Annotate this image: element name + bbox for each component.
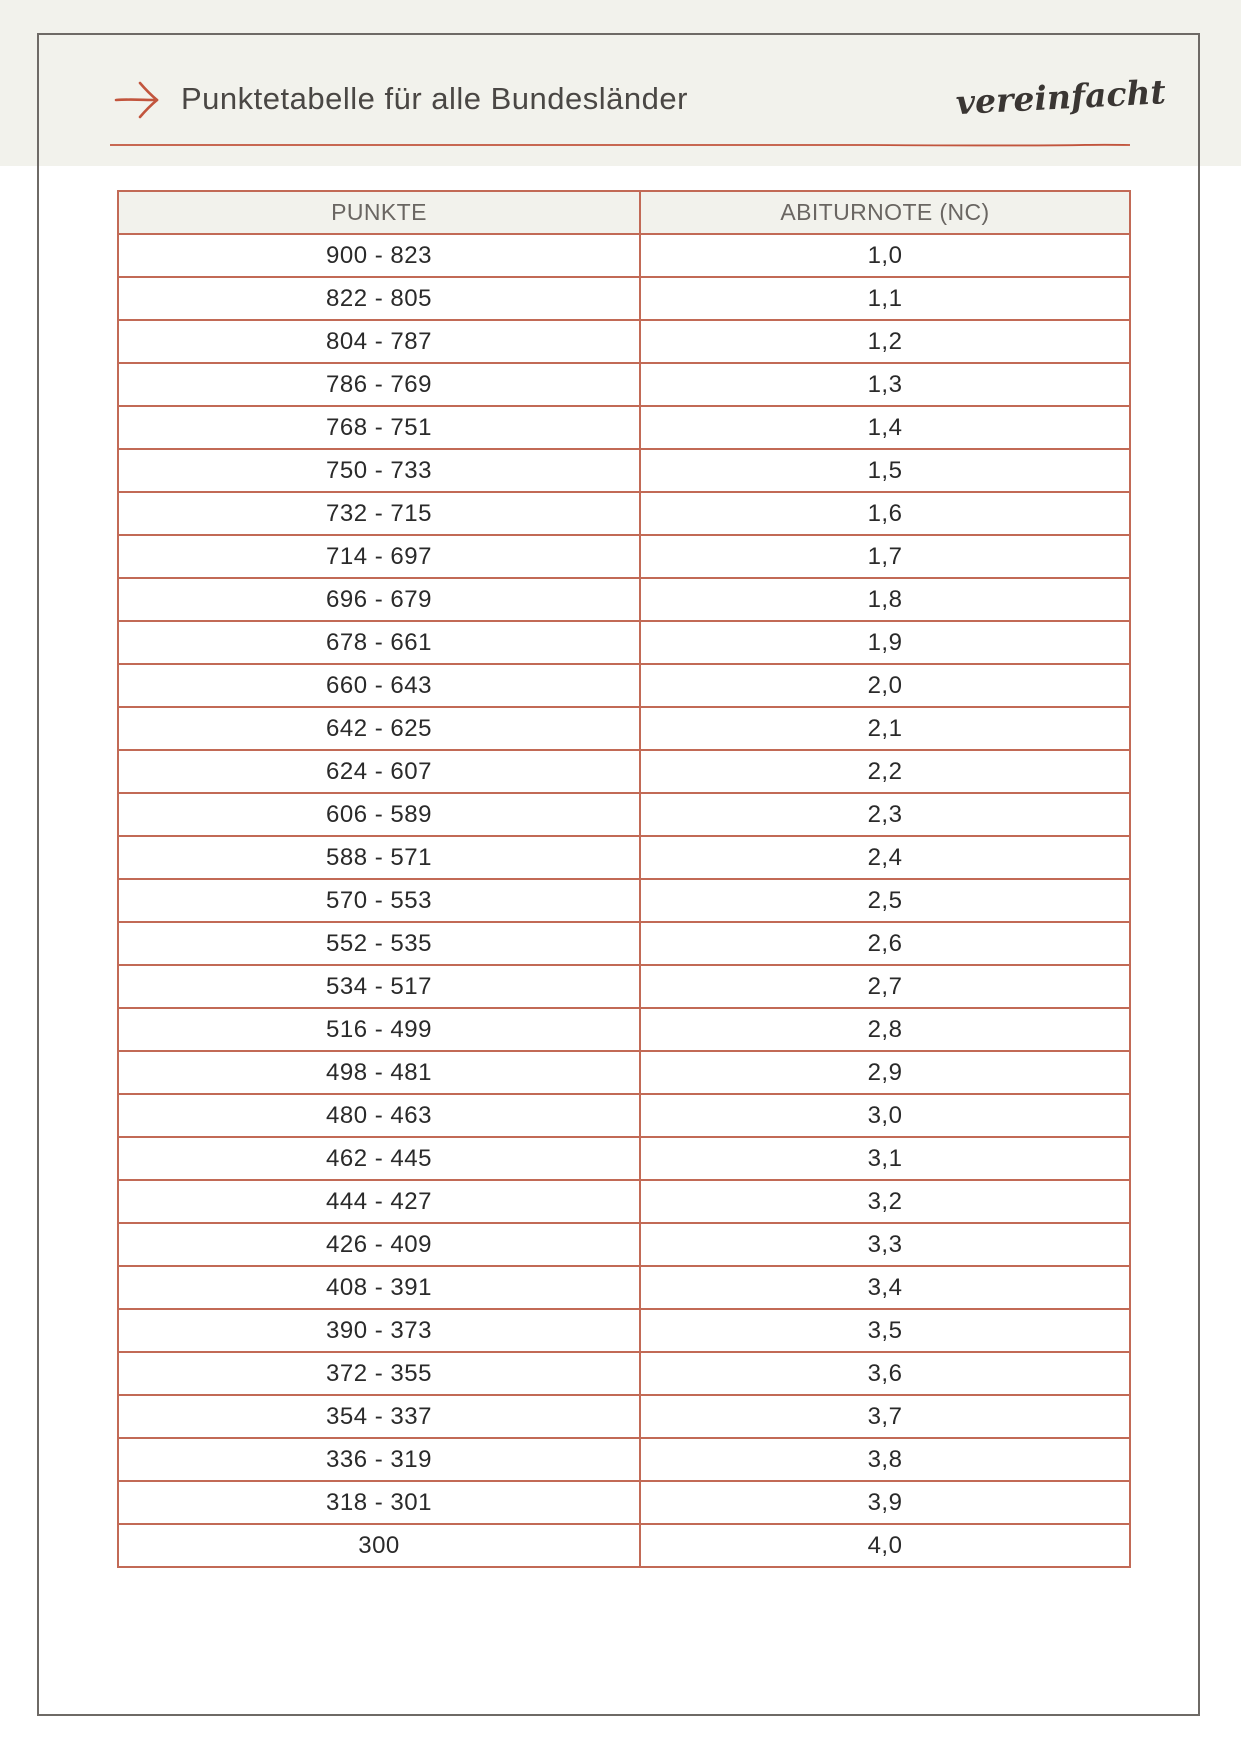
table-body xyxy=(118,234,1130,1567)
table-row xyxy=(118,363,1130,406)
grade-cell: 2,1 xyxy=(640,707,1130,750)
points-table xyxy=(117,190,1131,1568)
grade-cell: 1,5 xyxy=(640,449,1130,492)
table-row xyxy=(118,1352,1130,1395)
grade-cell: 3,5 xyxy=(640,1309,1130,1352)
points-cell: 588 - 571 xyxy=(118,836,640,879)
title-underline xyxy=(110,142,1130,148)
table-row xyxy=(118,1137,1130,1180)
points-cell: 714 - 697 xyxy=(118,535,640,578)
grade-cell: 2,4 xyxy=(640,836,1130,879)
grade-cell: 2,6 xyxy=(640,922,1130,965)
points-cell: 552 - 535 xyxy=(118,922,640,965)
points-cell: 750 - 733 xyxy=(118,449,640,492)
table-row xyxy=(118,492,1130,535)
points-cell: 480 - 463 xyxy=(118,1094,640,1137)
grade-cell: 1,1 xyxy=(640,277,1130,320)
points-cell: 642 - 625 xyxy=(118,707,640,750)
header-punkte: PUNKTE xyxy=(118,191,640,234)
grade-cell: 1,2 xyxy=(640,320,1130,363)
points-cell: 768 - 751 xyxy=(118,406,640,449)
grade-cell: 1,0 xyxy=(640,234,1130,277)
points-cell: 660 - 643 xyxy=(118,664,640,707)
grade-cell: 3,0 xyxy=(640,1094,1130,1137)
points-cell: 606 - 589 xyxy=(118,793,640,836)
table-header-row xyxy=(118,191,1130,234)
table-row xyxy=(118,1008,1130,1051)
grade-cell: 1,4 xyxy=(640,406,1130,449)
table-row xyxy=(118,965,1130,1008)
arrow-right-icon xyxy=(113,78,161,122)
table-row xyxy=(118,879,1130,922)
table-row xyxy=(118,750,1130,793)
table-row xyxy=(118,1180,1130,1223)
table-row xyxy=(118,664,1130,707)
table-row xyxy=(118,1438,1130,1481)
points-cell: 408 - 391 xyxy=(118,1266,640,1309)
points-cell: 822 - 805 xyxy=(118,277,640,320)
points-cell: 444 - 427 xyxy=(118,1180,640,1223)
table-row xyxy=(118,707,1130,750)
points-cell: 426 - 409 xyxy=(118,1223,640,1266)
grade-cell: 1,8 xyxy=(640,578,1130,621)
points-cell: 462 - 445 xyxy=(118,1137,640,1180)
grade-cell: 4,0 xyxy=(640,1524,1130,1567)
table-row xyxy=(118,836,1130,879)
points-cell: 300 xyxy=(118,1524,640,1567)
points-cell: 534 - 517 xyxy=(118,965,640,1008)
table-row xyxy=(118,1395,1130,1438)
table-row xyxy=(118,922,1130,965)
points-cell: 516 - 499 xyxy=(118,1008,640,1051)
table-row xyxy=(118,793,1130,836)
table-row xyxy=(118,621,1130,664)
points-cell: 732 - 715 xyxy=(118,492,640,535)
grade-cell: 2,7 xyxy=(640,965,1130,1008)
points-cell: 624 - 607 xyxy=(118,750,640,793)
table-row xyxy=(118,1524,1130,1567)
points-cell: 372 - 355 xyxy=(118,1352,640,1395)
grade-cell: 3,9 xyxy=(640,1481,1130,1524)
brand-logo-text: vereinfacht xyxy=(954,72,1167,123)
table-row xyxy=(118,406,1130,449)
table-row xyxy=(118,1051,1130,1094)
grade-cell: 3,6 xyxy=(640,1352,1130,1395)
table-row xyxy=(118,449,1130,492)
grade-cell: 1,3 xyxy=(640,363,1130,406)
grade-cell: 1,7 xyxy=(640,535,1130,578)
grade-cell: 3,1 xyxy=(640,1137,1130,1180)
grade-cell: 3,2 xyxy=(640,1180,1130,1223)
grade-cell: 3,4 xyxy=(640,1266,1130,1309)
table-row xyxy=(118,535,1130,578)
grade-cell: 2,5 xyxy=(640,879,1130,922)
grade-cell: 1,6 xyxy=(640,492,1130,535)
table-row xyxy=(118,234,1130,277)
points-cell: 318 - 301 xyxy=(118,1481,640,1524)
grade-cell: 2,0 xyxy=(640,664,1130,707)
points-cell: 804 - 787 xyxy=(118,320,640,363)
grade-cell: 2,3 xyxy=(640,793,1130,836)
brand-logo xyxy=(950,72,1167,130)
table-row xyxy=(118,320,1130,363)
points-table-wrapper xyxy=(117,190,1129,1568)
points-cell: 498 - 481 xyxy=(118,1051,640,1094)
grade-cell: 2,9 xyxy=(640,1051,1130,1094)
points-cell: 678 - 661 xyxy=(118,621,640,664)
header-abiturnote: ABITURNOTE (NC) xyxy=(640,191,1130,234)
grade-cell: 2,2 xyxy=(640,750,1130,793)
points-cell: 354 - 337 xyxy=(118,1395,640,1438)
points-cell: 570 - 553 xyxy=(118,879,640,922)
table-row xyxy=(118,1481,1130,1524)
points-cell: 696 - 679 xyxy=(118,578,640,621)
grade-cell: 3,7 xyxy=(640,1395,1130,1438)
table-row xyxy=(118,1223,1130,1266)
table-row xyxy=(118,578,1130,621)
grade-cell: 3,8 xyxy=(640,1438,1130,1481)
points-cell: 786 - 769 xyxy=(118,363,640,406)
grade-cell: 3,3 xyxy=(640,1223,1130,1266)
grade-cell: 2,8 xyxy=(640,1008,1130,1051)
grade-cell: 1,9 xyxy=(640,621,1130,664)
table-row xyxy=(118,1309,1130,1352)
points-cell: 336 - 319 xyxy=(118,1438,640,1481)
table-row xyxy=(118,277,1130,320)
page-title: Punktetabelle für alle Bundesländer xyxy=(181,81,688,116)
points-cell: 390 - 373 xyxy=(118,1309,640,1352)
table-row xyxy=(118,1094,1130,1137)
points-cell: 900 - 823 xyxy=(118,234,640,277)
table-row xyxy=(118,1266,1130,1309)
